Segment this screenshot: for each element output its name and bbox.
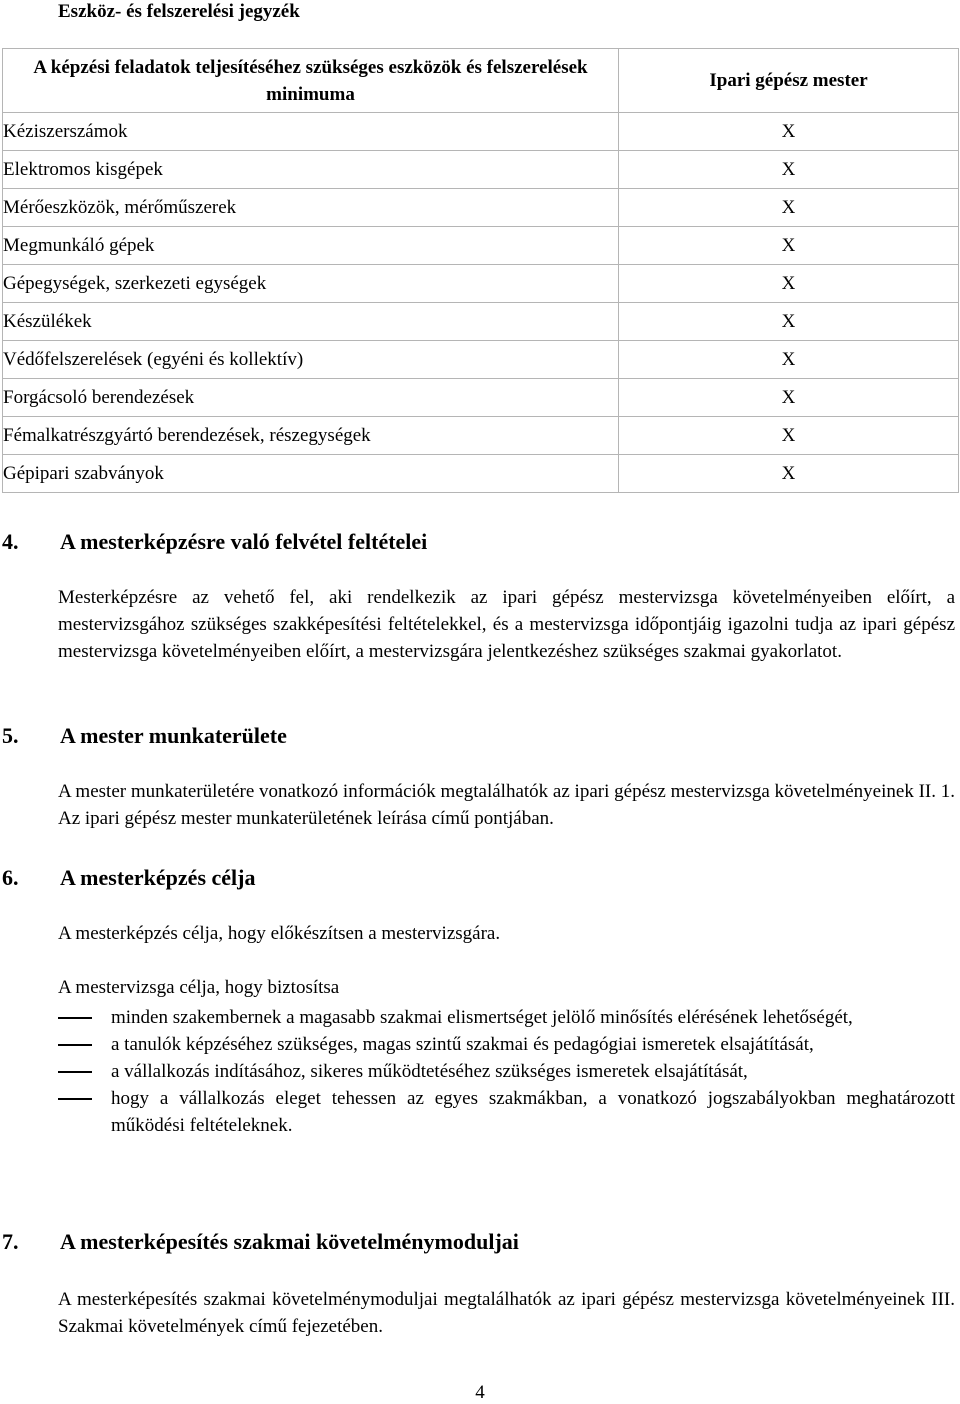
table-cell-item: Mérőeszközök, mérőműszerek xyxy=(3,189,619,227)
table-cell-item: Védőfelszerelések (egyéni és kollektív) xyxy=(3,341,619,379)
section-number: 7. xyxy=(2,1229,19,1254)
table-row xyxy=(3,151,959,189)
table-cell-mark: X xyxy=(619,265,959,303)
table-cell-item: Fémalkatrészgyártó berendezések, részegységek xyxy=(3,417,619,455)
table-row xyxy=(3,341,959,379)
section-title-text: A mesterképzésre való felvétel feltételei xyxy=(60,529,428,554)
table-row xyxy=(3,303,959,341)
table-cell-mark: X xyxy=(619,189,959,227)
table-cell-item: Forgácsoló berendezések xyxy=(3,379,619,417)
table-cell-mark: X xyxy=(619,113,959,151)
table-cell-item: Kéziszerszámok xyxy=(3,113,619,151)
list-item-text: hogy a vállalkozás eleget tehessen az egyes szakmákban, a vonatkozó jogszabályokban meghatározott működési feltételeknek. xyxy=(111,1088,955,1136)
table-header-row xyxy=(3,49,959,113)
table-cell-item: Gépegységek, szerkezeti egységek xyxy=(3,265,619,303)
dash-bullet xyxy=(58,1044,92,1046)
section-number: 4. xyxy=(2,529,19,554)
table-row xyxy=(3,113,959,151)
list-item xyxy=(58,1031,955,1058)
table-row xyxy=(3,379,959,417)
table-row xyxy=(3,265,959,303)
section-6-paragraph-2: A mestervizsga célja, hogy biztosítsa xyxy=(58,977,340,998)
section-number: 5. xyxy=(2,723,19,748)
page-number: 4 xyxy=(475,1382,485,1403)
section-title-text: A mesterképzés célja xyxy=(60,865,256,890)
table-cell-mark: X xyxy=(619,341,959,379)
dash-bullet xyxy=(58,1098,92,1100)
section-title-text: A mester munkaterülete xyxy=(60,723,287,748)
table-row xyxy=(3,189,959,227)
section-number: 6. xyxy=(2,865,19,890)
dash-bullet xyxy=(58,1071,92,1073)
section-7-paragraph: A mesterképesítés szakmai követelménymoduljai megtalálhatók az ipari gépész mestervizsga követelményeinek III. Szakmai követelmények című fejezetében. xyxy=(58,1289,955,1337)
table-header-profession: Ipari gépész mester xyxy=(619,49,959,113)
section-6-paragraph: A mesterképzés célja, hogy előkészítsen a mestervizsgára. xyxy=(58,923,501,944)
table-cell-item: Gépipari szabványok xyxy=(3,455,619,493)
list-item-text: a vállalkozás indításához, sikeres működtetéséhez szükséges ismeretek elsajátítását, xyxy=(111,1061,748,1082)
table-cell-mark: X xyxy=(619,455,959,493)
section-4-paragraph: Mesterképzésre az vehető fel, aki rendelkezik az ipari gépész mestervizsga követelményeiben előírt, a mestervizsgához szükséges szakképesítési feltételekkel, és a mestervizsga időpontjáig igazolni tudja az ipari gépész mestervizsga követelményeiben előírt, a mestervizsgára jelentkezéshez szükséges szakmai gyakorlatot. xyxy=(58,587,955,662)
table-cell-mark: X xyxy=(619,151,959,189)
section-6-bullet-list xyxy=(58,1004,955,1139)
section-title-text: A mesterképesítés szakmai követelménymoduljai xyxy=(60,1229,519,1254)
table-cell-item: Megmunkáló gépek xyxy=(3,227,619,265)
list-item xyxy=(58,1085,955,1139)
list-item-text: minden szakembernek a magasabb szakmai elismertséget jelölő minősítés elérésének lehetőségét, xyxy=(111,1007,853,1028)
equipment-table xyxy=(2,48,959,493)
document-heading: Eszköz- és felszerelési jegyzék xyxy=(58,1,300,22)
dash-bullet xyxy=(58,1017,92,1019)
table-cell-mark: X xyxy=(619,417,959,455)
table-cell-mark: X xyxy=(619,379,959,417)
table-header-equipment: A képzési feladatok teljesítéséhez szükséges eszközök és felszerelések minimuma xyxy=(3,49,619,113)
table-row xyxy=(3,417,959,455)
table-cell-mark: X xyxy=(619,303,959,341)
table-cell-mark: X xyxy=(619,227,959,265)
list-item-text: a tanulók képzéséhez szükséges, magas szintű szakmai és pedagógiai ismeretek elsajátítását, xyxy=(111,1034,814,1055)
section-5-paragraph: A mester munkaterületére vonatkozó információk megtalálhatók az ipari gépész mestervizsga követelményeinek II. 1. Az ipari gépész mester munkaterületének leírása című pontjában. xyxy=(58,781,955,829)
table-cell-item: Elektromos kisgépek xyxy=(3,151,619,189)
table-row xyxy=(3,227,959,265)
table-cell-item: Készülékek xyxy=(3,303,619,341)
list-item xyxy=(58,1058,955,1085)
list-item xyxy=(58,1004,955,1031)
table-row xyxy=(3,455,959,493)
